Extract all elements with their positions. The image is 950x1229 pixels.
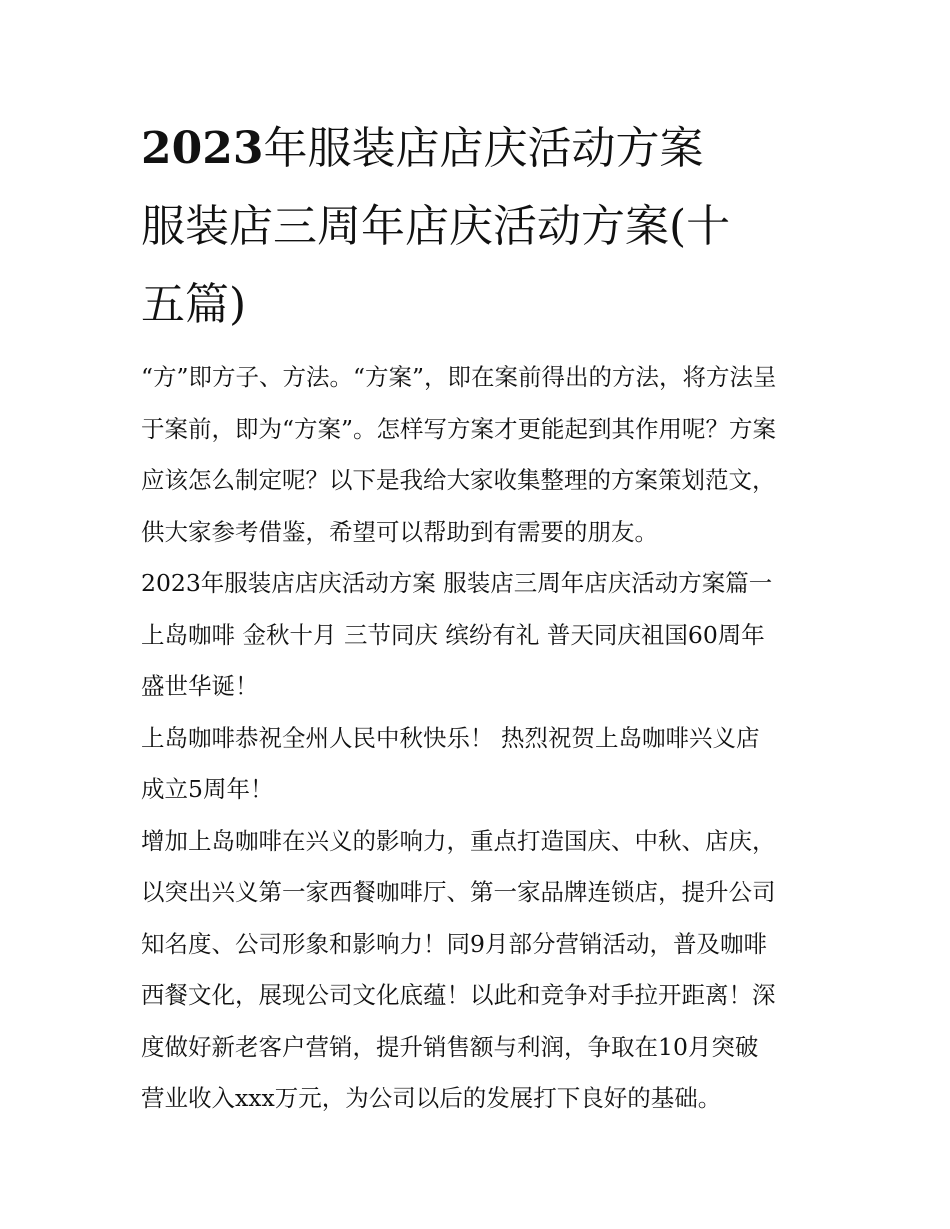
text-line: 应该怎么制定呢？以下是我给大家收集整理的方案策划范文， (141, 466, 776, 494)
text-line: 度做好新老客户营销，提升销售额与利润，争取在10月突破 (141, 1032, 759, 1061)
text-line: 以突出兴义第一家西餐咖啡厅、第一家品牌连锁店，提升公司 (141, 878, 776, 906)
slogan-paragraph (141, 610, 821, 713)
title-year: 2023 (141, 123, 264, 174)
text-line: 于案前，即为“方案”。怎样写方案才更能起到其作用呢？方案 (141, 414, 777, 443)
title-line-1-text: 年服装店店庆活动方案 (263, 123, 704, 174)
greeting-paragraph (141, 713, 821, 816)
text-line: 成立5周年！ (141, 775, 274, 803)
text-line: 盛世华诞！ (141, 672, 259, 700)
section-heading-paragraph (141, 558, 821, 610)
intro-paragraph (141, 352, 821, 558)
title-line-1 (141, 110, 831, 188)
title-line-3: 五篇) (141, 279, 247, 330)
text-line: 供大家参考借鉴，希望可以帮助到有需要的朋友。 (141, 517, 658, 546)
text-line: 西餐文化，展现公司文化底蕴！以此和竞争对手拉开距离！深 (141, 981, 776, 1009)
text-line: 2023年服装店店庆活动方案 服装店三周年店庆活动方案篇一 (141, 569, 773, 597)
document-body (141, 352, 821, 1125)
text-line: 上岛咖啡恭祝全州人民中秋快乐！ 热烈祝贺上岛咖啡兴义店 (141, 723, 760, 752)
text-line: “方”即方子、方法。“方案”，即在案前得出的方法，将方法呈 (141, 363, 777, 391)
goals-paragraph (141, 816, 821, 1125)
text-line: 营业收入xxx万元，为公司以后的发展打下良好的基础。 (141, 1084, 722, 1112)
document-title (141, 110, 831, 344)
title-line-2: 服装店三周年店庆活动方案(十 (141, 201, 731, 252)
text-line: 知名度、公司形象和影响力！同9月部分营销活动，普及咖啡 (141, 929, 767, 958)
text-line: 增加上岛咖啡在兴义的影响力，重点打造国庆、中秋、店庆， (141, 826, 776, 855)
text-line: 上岛咖啡 金秋十月 三节同庆 缤纷有礼 普天同庆祖国60周年 (141, 620, 765, 649)
